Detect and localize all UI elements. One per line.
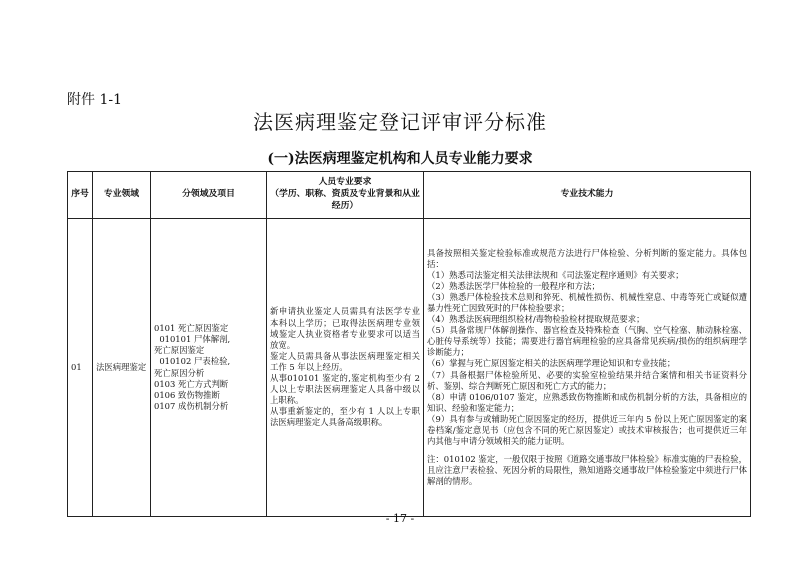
tech-note: 注：010102 鉴定，一般仅限于按照《道路交通事故尸体检验》标准实施的尸表检验，且应注意尸表检验、死因分析的局限性，熟知道路交通事故尸体检验鉴定中须进行尸体解剖的情形。 [427, 454, 747, 487]
header-subdomain: 分领域及项目 [151, 172, 267, 219]
table-header-row [68, 172, 751, 219]
tech-paragraph: 具备按照相关鉴定检验标准或规范方法进行尸体检验、分析判断的鉴定能力。具体包括： [427, 247, 747, 269]
header-personnel-line2: （学历、职称、资质及专业背景和从业经历） [270, 189, 420, 211]
tech-paragraph: （7）具备根据尸体检验所见、必要的实验室检验结果并结合案情和相关书证资料分析、鉴别、综合判断死亡原因和死亡方式的能力； [427, 369, 747, 391]
tech-paragraph: （8）申请 0106/0107 鉴定，应熟悉致伤物推断和成伤机制分析的方法，具备相应的知识、经验和鉴定能力； [427, 391, 747, 413]
tech-paragraph: （2）熟悉法医学尸体检验的一般程序和方法； [427, 280, 600, 291]
page-number: - 17 - [385, 512, 415, 525]
subdomain-line: 0103 死亡方式判断 [154, 378, 229, 389]
tech-paragraph: （4）熟悉法医病理组织检材/毒物检验检材提取规范要求； [427, 314, 645, 325]
tech-paragraph: （5）具备常规尸体解剖操作、器官检查及特殊检查（气胸、空气栓塞、肺动脉栓塞、心脏传导系统等）技能；需要进行器官病理检验的应具备常见疾病/损伤的组织病理学诊断能力； [427, 325, 747, 358]
header-personnel [267, 172, 424, 219]
subdomain-line: 0107 成伤机制分析 [154, 400, 229, 411]
subdomain-line: 010102 尸表检验, [154, 356, 231, 367]
row-no: 01 [68, 219, 93, 517]
attachment-label: 附件 1-1 [67, 92, 122, 108]
document-title: 法医病理鉴定登记评审评分标准 [253, 110, 547, 134]
personnel-paragraph: 新申请执业鉴定人员需具有法医学专业本科以上学历；已取得法医病理专业领域鉴定人执业资格者专业要求可以适当放宽。 [270, 306, 420, 350]
subdomain-line: 0101 死亡原因鉴定 [154, 323, 229, 334]
tech-paragraph: （1）熟悉司法鉴定相关法律法规和《司法鉴定程序通则》有关要求； [427, 269, 684, 280]
subdomain-line: 0106 致伤物推断 [154, 389, 220, 400]
subdomain-line: 死亡原因分析 [154, 367, 205, 378]
personnel-paragraph: 从事010101 鉴定的,鉴定机构至少有 2 人以上专职法医病理鉴定人具备中级以上职称。 [270, 373, 420, 406]
tech-paragraph: （9）具有参与或辅助死亡原因鉴定的经历，提供近三年内 5 份以上死亡原因鉴定的案卷档案/鉴定意见书（应包含不同的死亡原因鉴定）或技术审核报告；也可提供近三年内其他与申请分领域相关的能力证明。 [427, 413, 747, 447]
header-personnel-line1: 人员专业要求 [318, 177, 372, 188]
header-domain: 专业领域 [93, 172, 151, 219]
personnel-paragraph: 从事重新鉴定的，至少有 1 人以上专职法医病理鉴定人具备高级职称。 [270, 406, 420, 428]
header-no: 序号 [68, 172, 93, 219]
row-personnel-requirements [267, 219, 424, 517]
row-domain: 法医病理鉴定 [93, 219, 151, 517]
standards-table [67, 171, 751, 517]
personnel-paragraph: 鉴定人员需具备从事法医病理鉴定相关工作 5 年以上经历。 [270, 350, 420, 372]
table-row [68, 219, 751, 517]
tech-paragraph: （6）掌握与死亡原因鉴定相关的法医病理学理论知识和专业技能； [427, 358, 676, 369]
tech-paragraph: （3）熟悉尸体检验技术总则和猝死、机械性损伤、机械性窒息、中毒等死亡或疑似遭暴力性死亡因致死时的尸体检验要求； [427, 291, 747, 313]
subdomain-line: 010101 尸体解剖, [154, 334, 231, 345]
section-subtitle: (一)法医病理鉴定机构和人员专业能力要求 [267, 151, 533, 167]
header-tech: 专业技术能力 [424, 172, 751, 219]
subdomain-line: 死亡原因鉴定 [154, 345, 205, 356]
row-tech-capability [424, 219, 751, 517]
row-subdomain [151, 219, 267, 517]
